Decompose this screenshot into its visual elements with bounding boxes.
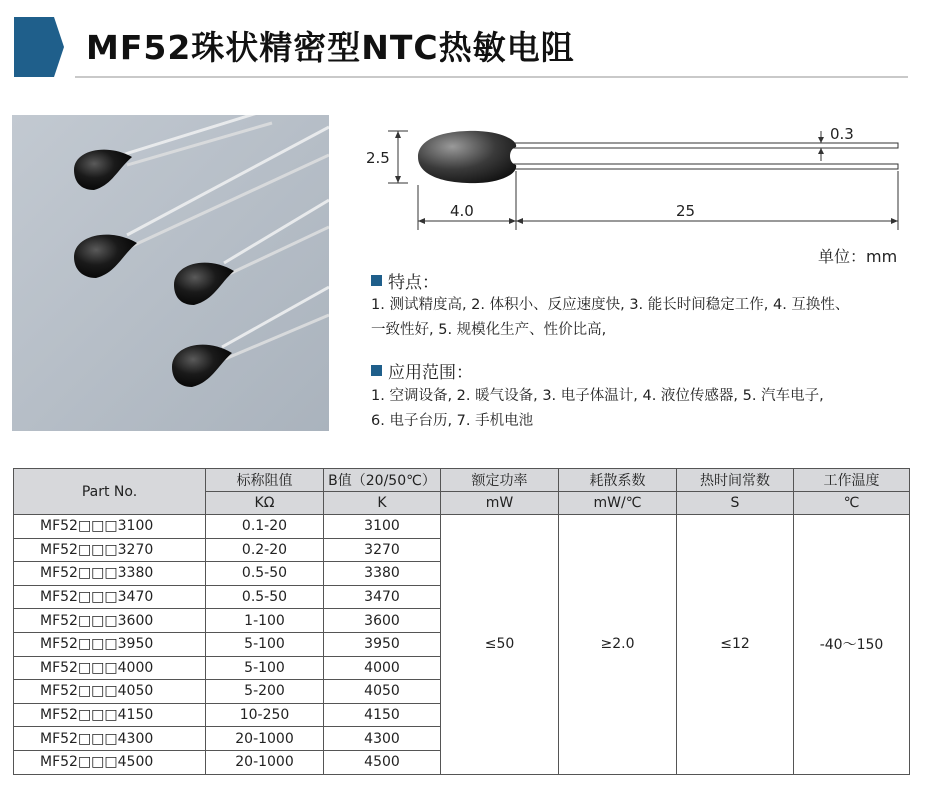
cell-resistance: 20-1000 bbox=[206, 727, 324, 751]
cell-resistance: 0.2-20 bbox=[206, 538, 324, 562]
dim-body-length: 4.0 bbox=[450, 202, 474, 220]
features-title: 特点： bbox=[388, 273, 439, 293]
cell-bvalue: 3950 bbox=[324, 632, 441, 656]
th-time-const-unit: S bbox=[677, 492, 794, 515]
cell-part: MF52□□□4000 bbox=[14, 656, 206, 680]
cell-bvalue: 4050 bbox=[324, 680, 441, 704]
cell-part: MF52□□□3270 bbox=[14, 538, 206, 562]
applications-line-1: 1. 空调设备, 2. 暖气设备, 3. 电子体温计, 4. 液位传感器, 5. 汽车电子, bbox=[371, 388, 824, 404]
unit-label: 单位：mm bbox=[818, 247, 898, 266]
cell-bvalue: 4300 bbox=[324, 727, 441, 751]
cell-part: MF52□□□3600 bbox=[14, 609, 206, 633]
page-title: MF52珠状精密型NTC热敏电阻 bbox=[86, 28, 575, 67]
dimension-drawing bbox=[358, 115, 918, 240]
cell-resistance: 1-100 bbox=[206, 609, 324, 633]
features-text bbox=[371, 293, 849, 343]
applications-text bbox=[371, 384, 824, 434]
cell-part: MF52□□□3470 bbox=[14, 585, 206, 609]
cell-part: MF52□□□3950 bbox=[14, 632, 206, 656]
th-bvalue: B值（20/50℃） bbox=[324, 469, 441, 492]
table-row bbox=[14, 515, 910, 539]
cell-resistance: 0.1-20 bbox=[206, 515, 324, 539]
cell-part: MF52□□□4050 bbox=[14, 680, 206, 704]
th-resistance: 标称阻值 bbox=[206, 469, 324, 492]
cell-bvalue: 4500 bbox=[324, 750, 441, 774]
spec-table bbox=[13, 468, 910, 775]
cell-bvalue: 3270 bbox=[324, 538, 441, 562]
cell-resistance: 5-100 bbox=[206, 656, 324, 680]
th-time-const: 热时间常数 bbox=[677, 469, 794, 492]
th-dissipation: 耗散系数 bbox=[559, 469, 677, 492]
cell-resistance: 0.5-50 bbox=[206, 562, 324, 586]
cell-resistance: 5-200 bbox=[206, 680, 324, 704]
cell-resistance: 20-1000 bbox=[206, 750, 324, 774]
th-part-no: Part No. bbox=[14, 469, 206, 515]
cell-bvalue: 3600 bbox=[324, 609, 441, 633]
applications-heading bbox=[371, 358, 473, 383]
dim-lead-gap: 0.3 bbox=[830, 125, 854, 143]
dim-lead-length: 25 bbox=[676, 202, 696, 220]
features-heading bbox=[371, 268, 439, 293]
cell-part: MF52□□□3100 bbox=[14, 515, 206, 539]
bullet-square-icon bbox=[371, 365, 382, 376]
cell-part: MF52□□□4150 bbox=[14, 703, 206, 727]
cell-bvalue: 4000 bbox=[324, 656, 441, 680]
cell-bvalue: 3470 bbox=[324, 585, 441, 609]
th-temp: 工作温度 bbox=[794, 469, 910, 492]
cell-resistance: 0.5-50 bbox=[206, 585, 324, 609]
cell-resistance: 5-100 bbox=[206, 632, 324, 656]
dim-body-height: 2.5 bbox=[366, 149, 390, 167]
cell-part: MF52□□□3380 bbox=[14, 562, 206, 586]
product-photo bbox=[12, 115, 329, 431]
th-bvalue-unit: K bbox=[324, 492, 441, 515]
cell-part: MF52□□□4500 bbox=[14, 750, 206, 774]
features-line-1: 1. 测试精度高, 2. 体积小、反应速度快, 3. 能长时间稳定工作, 4. 互换性、 bbox=[371, 297, 850, 313]
th-power: 额定功率 bbox=[441, 469, 559, 492]
cell-bvalue: 4150 bbox=[324, 703, 441, 727]
bullet-square-icon bbox=[371, 275, 382, 286]
header-tab-icon bbox=[14, 17, 64, 77]
applications-title: 应用范围： bbox=[388, 363, 473, 383]
header-divider bbox=[75, 76, 908, 78]
applications-line-2: 6. 电子台历, 7. 手机电池 bbox=[371, 413, 534, 429]
th-dissipation-unit: mW/℃ bbox=[559, 492, 677, 515]
th-temp-unit: ℃ bbox=[794, 492, 910, 515]
cell-dissipation: ≥2.0 bbox=[559, 515, 677, 775]
cell-power: ≤50 bbox=[441, 515, 559, 775]
cell-resistance: 10-250 bbox=[206, 703, 324, 727]
cell-time-const: ≤12 bbox=[677, 515, 794, 775]
features-line-2: 一致性好, 5. 规模化生产、性价比高, bbox=[371, 322, 607, 338]
cell-part: MF52□□□4300 bbox=[14, 727, 206, 751]
cell-temp: -40～150 bbox=[794, 515, 910, 775]
th-resistance-unit: KΩ bbox=[206, 492, 324, 515]
cell-bvalue: 3100 bbox=[324, 515, 441, 539]
cell-bvalue: 3380 bbox=[324, 562, 441, 586]
th-power-unit: mW bbox=[441, 492, 559, 515]
